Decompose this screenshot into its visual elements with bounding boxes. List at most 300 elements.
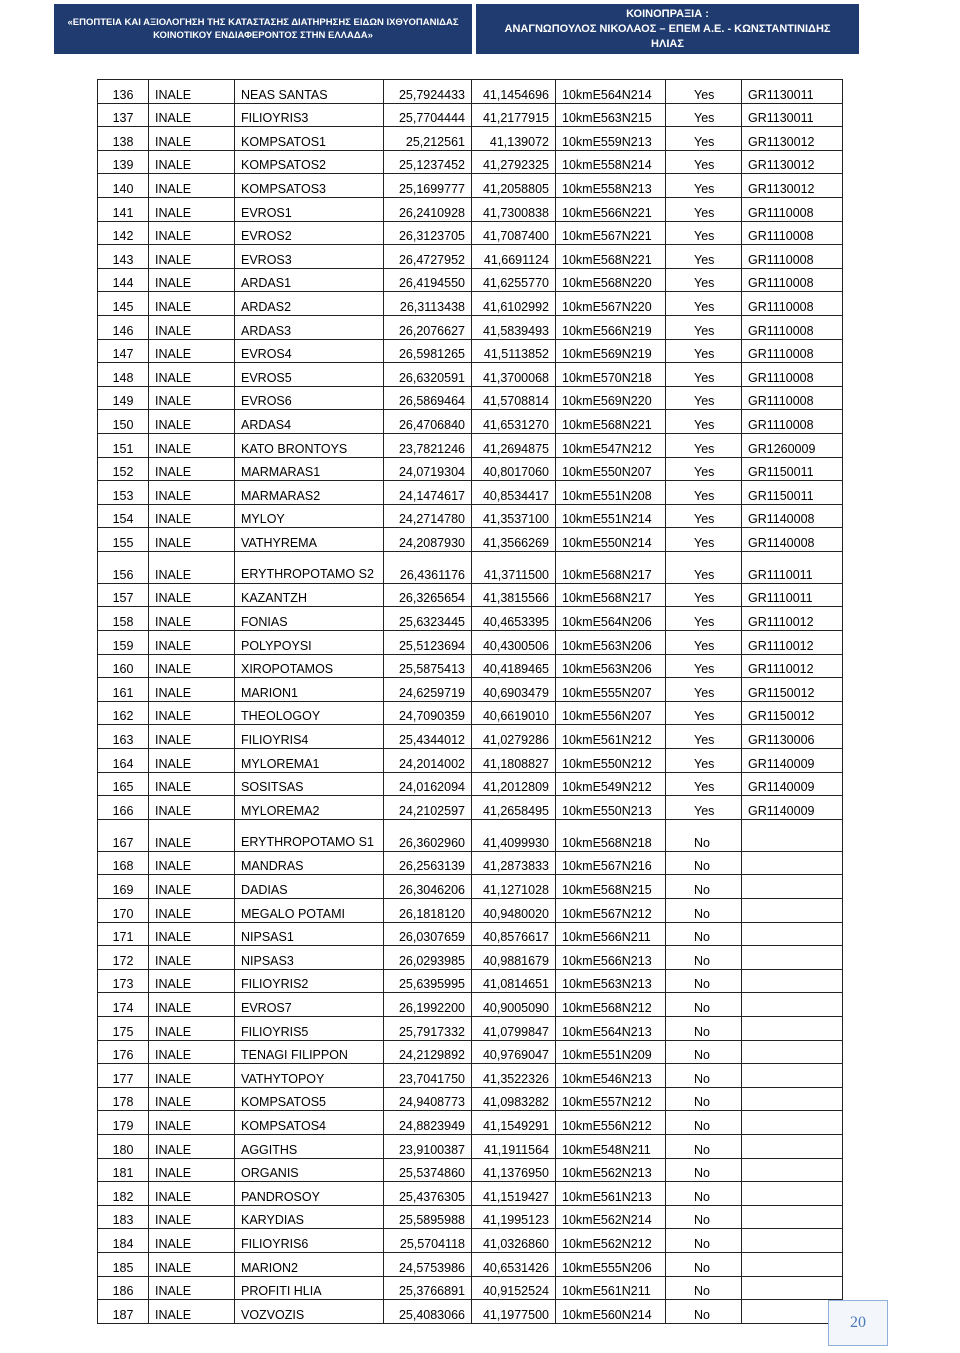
cell-id: 149 <box>98 386 149 410</box>
cell-id: 147 <box>98 339 149 363</box>
cell-id: 171 <box>98 922 149 946</box>
cell-natura-flag: No <box>666 819 742 851</box>
cell-latitude: 40,9480020 <box>472 899 556 923</box>
cell-station-name: EVROS6 <box>235 386 384 410</box>
cell-station-name: MARION1 <box>235 678 384 702</box>
cell-source: INALE <box>149 127 235 151</box>
cell-source: INALE <box>149 1040 235 1064</box>
cell-site-code <box>742 819 843 851</box>
table-row <box>98 481 843 505</box>
cell-natura-flag: Yes <box>666 528 742 552</box>
cell-longitude: 25,7704444 <box>384 103 472 127</box>
cell-site-code: GR1140009 <box>742 796 843 820</box>
cell-id: 140 <box>98 174 149 198</box>
cell-station-name: FILIOYRIS5 <box>235 1016 384 1040</box>
header-project-title <box>54 4 472 54</box>
cell-station-name: MARMARAS1 <box>235 457 384 481</box>
cell-grid-code: 10kmE570N218 <box>556 363 666 387</box>
cell-latitude: 40,8017060 <box>472 457 556 481</box>
cell-grid-code: 10kmE567N220 <box>556 292 666 316</box>
cell-source: INALE <box>149 197 235 221</box>
cell-longitude: 25,6395995 <box>384 969 472 993</box>
cell-grid-code: 10kmE551N208 <box>556 481 666 505</box>
cell-longitude: 24,0719304 <box>384 457 472 481</box>
cell-id: 181 <box>98 1158 149 1182</box>
cell-site-code: GR1150011 <box>742 457 843 481</box>
cell-latitude: 41,5839493 <box>472 315 556 339</box>
table-row <box>98 701 843 725</box>
cell-id: 179 <box>98 1111 149 1135</box>
cell-natura-flag: No <box>666 1158 742 1182</box>
cell-source: INALE <box>149 899 235 923</box>
cell-grid-code: 10kmE568N218 <box>556 819 666 851</box>
cell-longitude: 25,5895988 <box>384 1205 472 1229</box>
cell-station-name: XIROPOTAMOS <box>235 654 384 678</box>
cell-id: 180 <box>98 1134 149 1158</box>
cell-natura-flag: No <box>666 1087 742 1111</box>
table-row <box>98 772 843 796</box>
cell-latitude: 40,9152524 <box>472 1276 556 1300</box>
table-row <box>98 1016 843 1040</box>
cell-site-code: GR1110012 <box>742 654 843 678</box>
cell-grid-code: 10kmE548N211 <box>556 1134 666 1158</box>
cell-site-code: GR1150012 <box>742 678 843 702</box>
cell-latitude: 41,5113852 <box>472 339 556 363</box>
cell-grid-code: 10kmE564N214 <box>556 80 666 104</box>
cell-latitude: 41,1911564 <box>472 1134 556 1158</box>
table-row <box>98 796 843 820</box>
cell-source: INALE <box>149 1111 235 1135</box>
cell-source: INALE <box>149 245 235 269</box>
cell-site-code <box>742 1111 843 1135</box>
cell-grid-code: 10kmE556N212 <box>556 1111 666 1135</box>
cell-natura-flag: No <box>666 1300 742 1324</box>
cell-latitude: 41,2792325 <box>472 150 556 174</box>
cell-latitude: 41,4099930 <box>472 819 556 851</box>
cell-longitude: 26,0307659 <box>384 922 472 946</box>
cell-natura-flag: Yes <box>666 678 742 702</box>
page-number: 20 <box>828 1300 888 1346</box>
cell-id: 175 <box>98 1016 149 1040</box>
cell-id: 161 <box>98 678 149 702</box>
cell-source: INALE <box>149 1182 235 1206</box>
cell-grid-code: 10kmE550N207 <box>556 457 666 481</box>
cell-latitude: 41,6691124 <box>472 245 556 269</box>
cell-site-code <box>742 1252 843 1276</box>
cell-site-code: GR1140008 <box>742 528 843 552</box>
cell-natura-flag: Yes <box>666 150 742 174</box>
cell-latitude: 41,0799847 <box>472 1016 556 1040</box>
cell-grid-code: 10kmE557N212 <box>556 1087 666 1111</box>
cell-longitude: 26,5869464 <box>384 386 472 410</box>
cell-id: 186 <box>98 1276 149 1300</box>
cell-natura-flag: Yes <box>666 245 742 269</box>
cell-station-name: ARDAS2 <box>235 292 384 316</box>
table-row <box>98 1300 843 1324</box>
cell-source: INALE <box>149 749 235 773</box>
cell-longitude: 25,4344012 <box>384 725 472 749</box>
table-row <box>98 875 843 899</box>
cell-source: INALE <box>149 457 235 481</box>
table-row <box>98 386 843 410</box>
cell-id: 146 <box>98 315 149 339</box>
cell-site-code: GR1130012 <box>742 174 843 198</box>
cell-natura-flag: No <box>666 1111 742 1135</box>
cell-station-name: ARDAS3 <box>235 315 384 339</box>
cell-source: INALE <box>149 103 235 127</box>
cell-latitude: 41,2658495 <box>472 796 556 820</box>
cell-station-name: DADIAS <box>235 875 384 899</box>
cell-site-code: GR1130012 <box>742 127 843 151</box>
table-row <box>98 1040 843 1064</box>
cell-longitude: 25,7924433 <box>384 80 472 104</box>
cell-latitude: 41,3566269 <box>472 528 556 552</box>
cell-id: 173 <box>98 969 149 993</box>
table-row <box>98 197 843 221</box>
cell-station-name: MEGALO POTAMI <box>235 899 384 923</box>
cell-natura-flag: Yes <box>666 197 742 221</box>
table-row <box>98 433 843 457</box>
cell-longitude: 26,4727952 <box>384 245 472 269</box>
cell-id: 152 <box>98 457 149 481</box>
cell-source: INALE <box>149 504 235 528</box>
cell-grid-code: 10kmE549N212 <box>556 772 666 796</box>
cell-station-name: KOMPSATOS4 <box>235 1111 384 1135</box>
cell-station-name: KOMPSATOS5 <box>235 1087 384 1111</box>
cell-latitude: 41,1376950 <box>472 1158 556 1182</box>
cell-source: INALE <box>149 583 235 607</box>
cell-source: INALE <box>149 1252 235 1276</box>
cell-longitude: 26,4361176 <box>384 551 472 583</box>
cell-source: INALE <box>149 993 235 1017</box>
cell-site-code: GR1110012 <box>742 631 843 655</box>
table-row <box>98 899 843 923</box>
cell-longitude: 24,2714780 <box>384 504 472 528</box>
cell-latitude: 41,1995123 <box>472 1205 556 1229</box>
cell-longitude: 26,4194550 <box>384 268 472 292</box>
cell-natura-flag: Yes <box>666 701 742 725</box>
cell-id: 187 <box>98 1300 149 1324</box>
cell-longitude: 25,5123694 <box>384 631 472 655</box>
cell-station-name: POLYPOYSI <box>235 631 384 655</box>
cell-latitude: 40,9881679 <box>472 946 556 970</box>
cell-site-code: GR1110011 <box>742 583 843 607</box>
cell-grid-code: 10kmE550N212 <box>556 749 666 773</box>
cell-station-name: KARYDIAS <box>235 1205 384 1229</box>
cell-longitude: 26,3046206 <box>384 875 472 899</box>
cell-longitude: 23,9100387 <box>384 1134 472 1158</box>
table-row <box>98 1182 843 1206</box>
cell-source: INALE <box>149 851 235 875</box>
cell-longitude: 24,9408773 <box>384 1087 472 1111</box>
table-row <box>98 922 843 946</box>
cell-source: INALE <box>149 268 235 292</box>
cell-id: 137 <box>98 103 149 127</box>
cell-site-code <box>742 875 843 899</box>
cell-grid-code: 10kmE568N220 <box>556 268 666 292</box>
cell-station-name: FILIOYRIS3 <box>235 103 384 127</box>
cell-id: 172 <box>98 946 149 970</box>
header-consortium-line2: ΑΝΑΓΝΩΠΟΥΛΟΣ ΝΙΚΟΛΑΟΣ – ΕΠΕΜ Α.Ε. - ΚΩΝΣΤΑΝΤΙΝΙΔΗΣ <box>504 22 831 35</box>
cell-site-code: GR1110008 <box>742 292 843 316</box>
cell-site-code <box>742 1276 843 1300</box>
cell-natura-flag: Yes <box>666 268 742 292</box>
cell-site-code: GR1140009 <box>742 772 843 796</box>
cell-grid-code: 10kmE568N217 <box>556 583 666 607</box>
cell-latitude: 41,1519427 <box>472 1182 556 1206</box>
cell-site-code: GR1130011 <box>742 80 843 104</box>
cell-site-code <box>742 1158 843 1182</box>
cell-natura-flag: No <box>666 969 742 993</box>
cell-natura-flag: Yes <box>666 386 742 410</box>
cell-grid-code: 10kmE556N207 <box>556 701 666 725</box>
cell-id: 156 <box>98 551 149 583</box>
table-row <box>98 1229 843 1253</box>
cell-grid-code: 10kmE547N212 <box>556 433 666 457</box>
cell-longitude: 26,3265654 <box>384 583 472 607</box>
table-row <box>98 528 843 552</box>
cell-grid-code: 10kmE564N206 <box>556 607 666 631</box>
table-row <box>98 946 843 970</box>
cell-longitude: 25,5875413 <box>384 654 472 678</box>
cell-grid-code: 10kmE551N209 <box>556 1040 666 1064</box>
cell-source: INALE <box>149 969 235 993</box>
cell-id: 182 <box>98 1182 149 1206</box>
cell-natura-flag: Yes <box>666 481 742 505</box>
cell-natura-flag: Yes <box>666 654 742 678</box>
cell-site-code: GR1110008 <box>742 339 843 363</box>
cell-natura-flag: No <box>666 1134 742 1158</box>
cell-grid-code: 10kmE566N221 <box>556 197 666 221</box>
table-row <box>98 292 843 316</box>
cell-grid-code: 10kmE568N217 <box>556 551 666 583</box>
cell-id: 154 <box>98 504 149 528</box>
cell-latitude: 41,7300838 <box>472 197 556 221</box>
cell-natura-flag: Yes <box>666 339 742 363</box>
cell-source: INALE <box>149 1016 235 1040</box>
cell-id: 150 <box>98 410 149 434</box>
cell-natura-flag: Yes <box>666 292 742 316</box>
cell-site-code: GR1110008 <box>742 386 843 410</box>
cell-station-name: EVROS4 <box>235 339 384 363</box>
header-consortium-line3: ΗΛΙΑΣ <box>651 37 684 50</box>
cell-site-code: GR1110011 <box>742 551 843 583</box>
cell-longitude: 23,7821246 <box>384 433 472 457</box>
cell-source: INALE <box>149 796 235 820</box>
cell-site-code <box>742 969 843 993</box>
cell-station-name: FILIOYRIS2 <box>235 969 384 993</box>
cell-id: 157 <box>98 583 149 607</box>
cell-longitude: 24,2014002 <box>384 749 472 773</box>
header-consortium <box>476 4 859 54</box>
cell-source: INALE <box>149 819 235 851</box>
cell-latitude: 41,3522326 <box>472 1064 556 1088</box>
cell-site-code <box>742 1205 843 1229</box>
cell-id: 178 <box>98 1087 149 1111</box>
cell-id: 143 <box>98 245 149 269</box>
cell-grid-code: 10kmE563N206 <box>556 654 666 678</box>
table-row <box>98 457 843 481</box>
cell-id: 183 <box>98 1205 149 1229</box>
header-project-title-line2: ΚΟΙΝΟΤΙΚΟΥ ΕΝΔΙΑΦΕΡΟΝΤΟΣ ΣΤΗΝ ΕΛΛΑΔΑ» <box>153 30 373 41</box>
cell-natura-flag: Yes <box>666 749 742 773</box>
cell-natura-flag: Yes <box>666 410 742 434</box>
cell-id: 138 <box>98 127 149 151</box>
cell-grid-code: 10kmE555N206 <box>556 1252 666 1276</box>
cell-source: INALE <box>149 174 235 198</box>
cell-grid-code: 10kmE559N213 <box>556 127 666 151</box>
cell-source: INALE <box>149 1229 235 1253</box>
cell-natura-flag: No <box>666 1016 742 1040</box>
cell-station-name: NIPSAS1 <box>235 922 384 946</box>
table-row <box>98 993 843 1017</box>
cell-grid-code: 10kmE563N213 <box>556 969 666 993</box>
cell-site-code <box>742 1134 843 1158</box>
cell-station-name: PANDROSOY <box>235 1182 384 1206</box>
cell-longitude: 24,1474617 <box>384 481 472 505</box>
cell-natura-flag: No <box>666 1276 742 1300</box>
cell-station-name: FILIOYRIS4 <box>235 725 384 749</box>
cell-site-code: GR1110008 <box>742 197 843 221</box>
table-row <box>98 851 843 875</box>
cell-station-name: FILIOYRIS6 <box>235 1229 384 1253</box>
cell-source: INALE <box>149 481 235 505</box>
cell-site-code: GR1140009 <box>742 749 843 773</box>
cell-grid-code: 10kmE546N213 <box>556 1064 666 1088</box>
cell-natura-flag: Yes <box>666 103 742 127</box>
cell-id: 185 <box>98 1252 149 1276</box>
table-row <box>98 1158 843 1182</box>
cell-station-name: AGGITHS <box>235 1134 384 1158</box>
table-row <box>98 103 843 127</box>
table-row <box>98 969 843 993</box>
cell-longitude: 25,212561 <box>384 127 472 151</box>
cell-longitude: 26,3602960 <box>384 819 472 851</box>
cell-latitude: 41,1271028 <box>472 875 556 899</box>
cell-id: 160 <box>98 654 149 678</box>
cell-source: INALE <box>149 701 235 725</box>
cell-longitude: 25,5374860 <box>384 1158 472 1182</box>
cell-longitude: 25,3766891 <box>384 1276 472 1300</box>
header-project-title-line1: «ΕΠΟΠΤΕΙΑ ΚΑΙ ΑΞΙΟΛΟΓΗΣΗ ΤΗΣ ΚΑΤΑΣΤΑΣΗΣ ΔΙΑΤΗΡΗΣΗΣ ΕΙΔΩΝ ΙΧΘΥΟΠΑΝΙΔΑΣ <box>67 17 459 28</box>
cell-site-code <box>742 922 843 946</box>
cell-longitude: 26,2410928 <box>384 197 472 221</box>
cell-site-code: GR1110008 <box>742 221 843 245</box>
cell-latitude: 40,4189465 <box>472 654 556 678</box>
cell-grid-code: 10kmE561N211 <box>556 1276 666 1300</box>
header-consortium-line1: ΚΟΙΝΟΠΡΑΞΙΑ : <box>626 7 709 20</box>
cell-site-code <box>742 1229 843 1253</box>
cell-natura-flag: No <box>666 1064 742 1088</box>
cell-id: 165 <box>98 772 149 796</box>
cell-id: 144 <box>98 268 149 292</box>
cell-id: 170 <box>98 899 149 923</box>
cell-grid-code: 10kmE566N213 <box>556 946 666 970</box>
table-row <box>98 1134 843 1158</box>
cell-grid-code: 10kmE569N220 <box>556 386 666 410</box>
table-row <box>98 1111 843 1135</box>
cell-source: INALE <box>149 1064 235 1088</box>
cell-site-code: GR1110008 <box>742 268 843 292</box>
table-row <box>98 245 843 269</box>
cell-longitude: 25,7917332 <box>384 1016 472 1040</box>
cell-site-code: GR1260009 <box>742 433 843 457</box>
cell-site-code: GR1110008 <box>742 363 843 387</box>
cell-site-code <box>742 1087 843 1111</box>
cell-longitude: 26,2076627 <box>384 315 472 339</box>
cell-natura-flag: Yes <box>666 772 742 796</box>
cell-source: INALE <box>149 410 235 434</box>
cell-grid-code: 10kmE567N212 <box>556 899 666 923</box>
table-row <box>98 150 843 174</box>
cell-grid-code: 10kmE560N214 <box>556 1300 666 1324</box>
table-row <box>98 583 843 607</box>
cell-site-code: GR1110008 <box>742 315 843 339</box>
cell-station-name: EVROS7 <box>235 993 384 1017</box>
cell-station-name: MANDRAS <box>235 851 384 875</box>
cell-source: INALE <box>149 631 235 655</box>
cell-natura-flag: Yes <box>666 725 742 749</box>
cell-natura-flag: Yes <box>666 174 742 198</box>
cell-station-name: KOMPSATOS1 <box>235 127 384 151</box>
cell-id: 139 <box>98 150 149 174</box>
cell-source: INALE <box>149 528 235 552</box>
cell-natura-flag: No <box>666 1182 742 1206</box>
table-row <box>98 504 843 528</box>
cell-latitude: 40,6619010 <box>472 701 556 725</box>
cell-longitude: 26,6320591 <box>384 363 472 387</box>
table-row <box>98 725 843 749</box>
table-row <box>98 607 843 631</box>
cell-station-name: MARION2 <box>235 1252 384 1276</box>
cell-longitude: 26,1818120 <box>384 899 472 923</box>
cell-source: INALE <box>149 386 235 410</box>
cell-natura-flag: No <box>666 1205 742 1229</box>
cell-longitude: 26,3113438 <box>384 292 472 316</box>
cell-longitude: 26,3123705 <box>384 221 472 245</box>
cell-station-name: ARDAS4 <box>235 410 384 434</box>
cell-grid-code: 10kmE558N214 <box>556 150 666 174</box>
cell-id: 184 <box>98 1229 149 1253</box>
cell-station-name: KATO BRONTOYS <box>235 433 384 457</box>
table-row <box>98 174 843 198</box>
cell-source: INALE <box>149 1300 235 1324</box>
cell-natura-flag: No <box>666 1040 742 1064</box>
cell-grid-code: 10kmE569N219 <box>556 339 666 363</box>
cell-natura-flag: Yes <box>666 504 742 528</box>
cell-source: INALE <box>149 433 235 457</box>
cell-natura-flag: Yes <box>666 221 742 245</box>
table-row <box>98 363 843 387</box>
cell-natura-flag: Yes <box>666 457 742 481</box>
table-row <box>98 1087 843 1111</box>
cell-site-code: GR1130006 <box>742 725 843 749</box>
cell-latitude: 41,7087400 <box>472 221 556 245</box>
cell-longitude: 24,2129892 <box>384 1040 472 1064</box>
cell-id: 167 <box>98 819 149 851</box>
cell-id: 166 <box>98 796 149 820</box>
cell-natura-flag: No <box>666 851 742 875</box>
table-row <box>98 678 843 702</box>
cell-id: 169 <box>98 875 149 899</box>
cell-grid-code: 10kmE562N212 <box>556 1229 666 1253</box>
cell-latitude: 41,0983282 <box>472 1087 556 1111</box>
cell-station-name: MYLOREMA1 <box>235 749 384 773</box>
cell-natura-flag: No <box>666 1229 742 1253</box>
cell-station-name: THEOLOGOY <box>235 701 384 725</box>
cell-site-code <box>742 993 843 1017</box>
cell-grid-code: 10kmE550N214 <box>556 528 666 552</box>
